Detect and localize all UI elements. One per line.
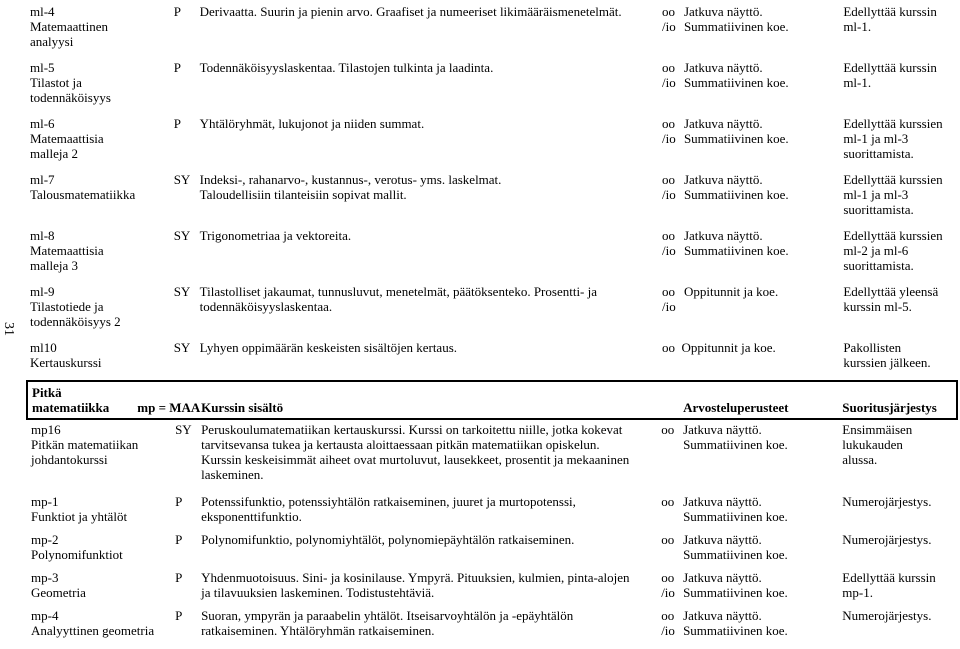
assessment-mark-line: oo (661, 422, 675, 437)
course-content-line: eksponenttifunktio. (201, 509, 302, 524)
course-content-line: Lyhyen oppimäärän keskeisten sisältöjen kertaus. (199, 340, 458, 355)
course-name-line: Funktiot ja yhtälöt (31, 509, 128, 524)
completion-order-line: Edellyttää kurssien (843, 172, 943, 187)
course-content (201, 568, 661, 606)
completion-order-line: kurssien jälkeen. (843, 355, 931, 370)
course-name-line: Matemaattisia (30, 131, 104, 146)
course-type: P (175, 494, 183, 509)
completion-order-line: Edellyttää kurssin (843, 4, 937, 19)
course-code: mp-3 (31, 570, 59, 585)
course-content (201, 606, 661, 644)
course-content-line: ja tilavuuksien laskeminen. Todistustehtäviä. (201, 585, 435, 600)
assessment-basis-line: Jatkuva näyttö. (683, 172, 763, 187)
course-type: P (175, 608, 183, 623)
course-content-line: Trigonometriaa ja vektoreita. (199, 228, 352, 243)
table-row (26, 114, 958, 170)
assessment-basis (684, 170, 843, 226)
course-type: P (175, 532, 183, 547)
assessment-mark-line: oo (662, 60, 676, 75)
course-content (200, 338, 662, 380)
assessment-mark (662, 114, 684, 170)
course-name-line: Talousmatematiikka (30, 187, 136, 202)
course-name-line: Matemaattinen (30, 19, 108, 34)
completion-order-line: ml-2 ja ml-6 (843, 243, 909, 258)
course-name-line: todennäköisyys (30, 90, 111, 105)
assessment-basis (662, 338, 843, 380)
assessment-basis (683, 492, 842, 530)
course-name-line: johdantokurssi (31, 452, 108, 467)
course-name-line: malleja 3 (30, 258, 79, 273)
course-content (200, 2, 662, 58)
assessment-basis-line: Jatkuva näyttö. (683, 116, 763, 131)
assessment-mark (662, 226, 684, 282)
assessment-mark-line: oo (662, 284, 676, 299)
course-content (200, 226, 662, 282)
course-type: SY (175, 422, 192, 437)
table-row (26, 58, 958, 114)
table-row (27, 530, 957, 568)
course-content (201, 530, 661, 568)
header-order: Suoritusjärjestys (842, 400, 937, 415)
assessment-basis-line: Jatkuva näyttö. (683, 532, 762, 547)
assessment-basis (684, 282, 843, 338)
assessment-basis-line: Oppitunnit ja koe. (681, 340, 776, 355)
assessment-mark (661, 492, 683, 530)
course-content-line: Suoran, ympyrän ja paraabelin yhtälöt. Itseisarvoyhtälön ja -epäyhtälön (201, 608, 574, 623)
course-name-line: Tilastot ja (30, 75, 82, 90)
completion-order (843, 58, 958, 114)
course-code: mp-2 (31, 532, 59, 547)
assessment-mark-line: oo (661, 494, 675, 509)
assessment-mark-line: /io (662, 131, 676, 146)
completion-order-line: Edellyttää kurssin (843, 60, 937, 75)
assessment-mark-line: oo (662, 228, 676, 243)
course-name-line: Matemaattisia (30, 243, 104, 258)
course-content-line: Derivaatta. Suurin ja pienin arvo. Graafiset ja numeeriset likimääräismenetelmät. (199, 4, 622, 19)
assessment-mark-line: oo (661, 570, 675, 585)
assessment-mark-line: /io (662, 19, 676, 34)
assessment-basis-line: Summatiivinen koe. (683, 547, 788, 562)
assessment-mark-line: oo (661, 532, 675, 547)
assessment-mark (662, 2, 684, 58)
completion-order (843, 282, 958, 338)
assessment-basis (684, 2, 843, 58)
course-content-line: Polynomifunktio, polynomiyhtälöt, polynomiepäyhtälön ratkaiseminen. (201, 532, 575, 547)
assessment-basis-line: Jatkuva näyttö. (683, 4, 763, 19)
course-content (200, 58, 662, 114)
assessment-mark (661, 419, 683, 492)
completion-order-line: Numerojärjestys. (842, 608, 932, 623)
assessment-basis-line: Jatkuva näyttö. (683, 608, 762, 623)
assessment-basis-line: Summatiivinen koe. (683, 437, 788, 452)
course-name-cell (27, 530, 175, 568)
assessment-basis-line: Summatiivinen koe. (683, 509, 788, 524)
assessment-mark (661, 530, 683, 568)
assessment-basis-line: Jatkuva näyttö. (683, 494, 762, 509)
table-header-row (27, 381, 957, 419)
course-content-line: tarvitsevansa tukea ja kertausta aloittaessaan pitkän matematiikan opiskelun. (201, 437, 600, 452)
course-name-cell (26, 58, 174, 114)
assessment-basis (683, 530, 842, 568)
course-type: SY (173, 284, 191, 299)
assessment-basis (684, 114, 843, 170)
course-type: P (173, 116, 181, 131)
course-code: ml-9 (30, 284, 55, 299)
assessment-mark (661, 568, 683, 606)
page-number: 31 (1, 322, 16, 336)
assessment-mark-line: /io (662, 243, 676, 258)
completion-order-line: Edellyttää kurssin (842, 570, 936, 585)
assessment-basis-line: Summatiivinen koe. (683, 243, 789, 258)
course-type: P (175, 570, 183, 585)
course-content-line: ratkaiseminen. Yhtälöryhmän ratkaiseminen. (201, 623, 435, 638)
course-content-line: todennäköisyyslaskentaa. (199, 299, 333, 314)
assessment-basis-line: Summatiivinen koe. (683, 75, 789, 90)
assessment-mark-line: /io (662, 299, 676, 314)
table-row (26, 282, 958, 338)
completion-order (842, 419, 957, 492)
course-name-line: Tilastotiede ja (30, 299, 104, 314)
course-content-line: laskeminen. (201, 467, 264, 482)
course-name-line: Kertauskurssi (30, 355, 102, 370)
course-type: P (173, 4, 181, 19)
completion-order (842, 492, 957, 530)
header-basis: Arvosteluperusteet (683, 400, 789, 415)
course-name-line: malleja 2 (30, 146, 79, 161)
course-name-line: analyysi (30, 34, 74, 49)
course-content-line: Yhtälöryhmät, lukujonot ja niiden summat. (199, 116, 425, 131)
assessment-mark (661, 606, 683, 644)
course-type: SY (173, 340, 191, 355)
assessment-basis-line: Summatiivinen koe. (683, 585, 788, 600)
completion-order (843, 338, 958, 380)
course-name-cell (26, 2, 174, 58)
course-content (200, 282, 662, 338)
completion-order (842, 568, 957, 606)
assessment-mark-line: /io (661, 623, 675, 638)
completion-order-line: suorittamista. (843, 202, 914, 217)
assessment-mark (662, 58, 684, 114)
header-subject-line1: Pitkä (32, 385, 62, 400)
course-name-cell (27, 419, 175, 492)
assessment-basis (683, 419, 842, 492)
course-code: ml-8 (30, 228, 55, 243)
table-row (26, 338, 958, 380)
course-name-line: Geometria (31, 585, 86, 600)
course-type: P (173, 60, 181, 75)
assessment-mark-line: oo (662, 4, 676, 19)
header-content: Kurssin sisältö (201, 400, 284, 415)
assessment-basis (684, 58, 843, 114)
assessment-basis-line: Jatkuva näyttö. (683, 228, 763, 243)
assessment-basis-line: Summatiivinen koe. (683, 187, 789, 202)
course-code: mp16 (31, 422, 61, 437)
course-name-cell (26, 226, 174, 282)
course-content-line: Indeksi-, rahanarvo-, kustannus-, verotus- yms. laskelmat. (199, 172, 502, 187)
assessment-basis-line: Jatkuva näyttö. (683, 60, 763, 75)
course-name-cell (27, 568, 175, 606)
course-table-long-math (26, 380, 958, 644)
course-type: SY (173, 228, 191, 243)
table-row (27, 419, 957, 492)
completion-order (843, 170, 958, 226)
assessment-mark (662, 282, 684, 338)
completion-order-line: Edellyttää yleensä (843, 284, 939, 299)
header-subject-line2: matematiikka (32, 400, 110, 415)
assessment-basis-line: Summatiivinen koe. (683, 623, 788, 638)
table-row (27, 568, 957, 606)
course-name-cell (27, 492, 175, 530)
course-name-cell (26, 282, 174, 338)
course-content (200, 114, 662, 170)
assessment-mark-line: oo (662, 116, 676, 131)
completion-order-line: ml-1. (843, 75, 872, 90)
assessment-basis (683, 606, 842, 644)
completion-order-line: kurssin ml-5. (843, 299, 912, 314)
assessment-mark-line: /io (662, 75, 676, 90)
course-code: ml-7 (30, 172, 55, 187)
completion-order-line: lukukauden (842, 437, 903, 452)
completion-order-line: ml-1. (843, 19, 872, 34)
course-content (201, 492, 661, 530)
assessment-basis-line: Jatkuva näyttö. (683, 422, 762, 437)
course-name-line: todennäköisyys 2 (30, 314, 121, 329)
course-code: ml-4 (30, 4, 55, 19)
completion-order-line: ml-1 ja ml-3 (843, 131, 909, 146)
completion-order (842, 530, 957, 568)
course-name-line: Polynomifunktiot (31, 547, 123, 562)
course-content-line: Potenssifunktio, potenssiyhtälön ratkaiseminen, juuret ja murtopotenssi, (201, 494, 576, 509)
assessment-basis-line: Oppitunnit ja koe. (683, 284, 779, 299)
completion-order-line: Numerojärjestys. (842, 494, 932, 509)
assessment-mark-line: /io (661, 585, 675, 600)
assessment-basis (684, 226, 843, 282)
completion-order-line: suorittamista. (843, 258, 914, 273)
completion-order (843, 2, 958, 58)
course-name-cell (27, 606, 175, 644)
completion-order-line: Numerojärjestys. (842, 532, 932, 547)
course-name-cell (26, 114, 174, 170)
course-code: ml10 (30, 340, 57, 355)
course-code: mp-4 (31, 608, 59, 623)
assessment-mark-line: oo (662, 172, 676, 187)
course-type: SY (173, 172, 191, 187)
completion-order-line: suorittamista. (843, 146, 914, 161)
assessment-mark: oo (662, 340, 676, 355)
assessment-mark (662, 170, 684, 226)
course-content (200, 170, 662, 226)
completion-order-line: alussa. (842, 452, 878, 467)
table-row (26, 226, 958, 282)
assessment-basis-line: Jatkuva näyttö. (683, 570, 762, 585)
assessment-basis-line: Summatiivinen koe. (683, 19, 789, 34)
course-name-cell (26, 338, 174, 380)
course-content-line: Taloudellisiin tilanteisiin sopivat mallit. (199, 187, 407, 202)
completion-order-line: Edellyttää kurssien (843, 116, 943, 131)
course-content-line: Peruskoulumatematiikan kertauskurssi. Kurssi on tarkoitettu niille, jotka kokevat (201, 422, 623, 437)
course-table-short-math (26, 2, 958, 380)
table-row (27, 492, 957, 530)
completion-order-line: Edellyttää kurssien (843, 228, 943, 243)
header-code-prefix: mp = MAA (137, 400, 201, 415)
course-name-line: Pitkän matematiikan (31, 437, 139, 452)
completion-order-line: Pakollisten (843, 340, 902, 355)
completion-order-line: ml-1 ja ml-3 (843, 187, 909, 202)
course-content-line: Kurssin keskeisimmät aiheet ovat murtoluvut, lausekkeet, prosentit ja mekaaninen (201, 452, 630, 467)
course-content-line: Tilastolliset jakaumat, tunnusluvut, menetelmät, päätöksenteko. Prosentti- ja (199, 284, 598, 299)
assessment-basis (683, 568, 842, 606)
assessment-basis-line: Summatiivinen koe. (683, 131, 789, 146)
completion-order (843, 226, 958, 282)
assessment-mark-line: oo (661, 608, 675, 623)
table-row (26, 2, 958, 58)
course-code: ml-5 (30, 60, 55, 75)
course-name-line: Analyyttinen geometria (31, 623, 155, 638)
table-row (26, 170, 958, 226)
completion-order-line: Ensimmäisen (842, 422, 913, 437)
course-code: ml-6 (30, 116, 55, 131)
completion-order (842, 606, 957, 644)
course-code: mp-1 (31, 494, 59, 509)
course-content-line: Todennäköisyyslaskentaa. Tilastojen tulkinta ja laadinta. (199, 60, 494, 75)
completion-order-line: mp-1. (842, 585, 873, 600)
completion-order (843, 114, 958, 170)
assessment-mark-line: /io (662, 187, 676, 202)
course-name-cell (26, 170, 174, 226)
course-content-line: Yhdenmuotoisuus. Sini- ja kosinilause. Ympyrä. Pituuksien, kulmien, pinta-alojen (201, 570, 630, 585)
course-content (201, 419, 661, 492)
table-row (27, 606, 957, 644)
